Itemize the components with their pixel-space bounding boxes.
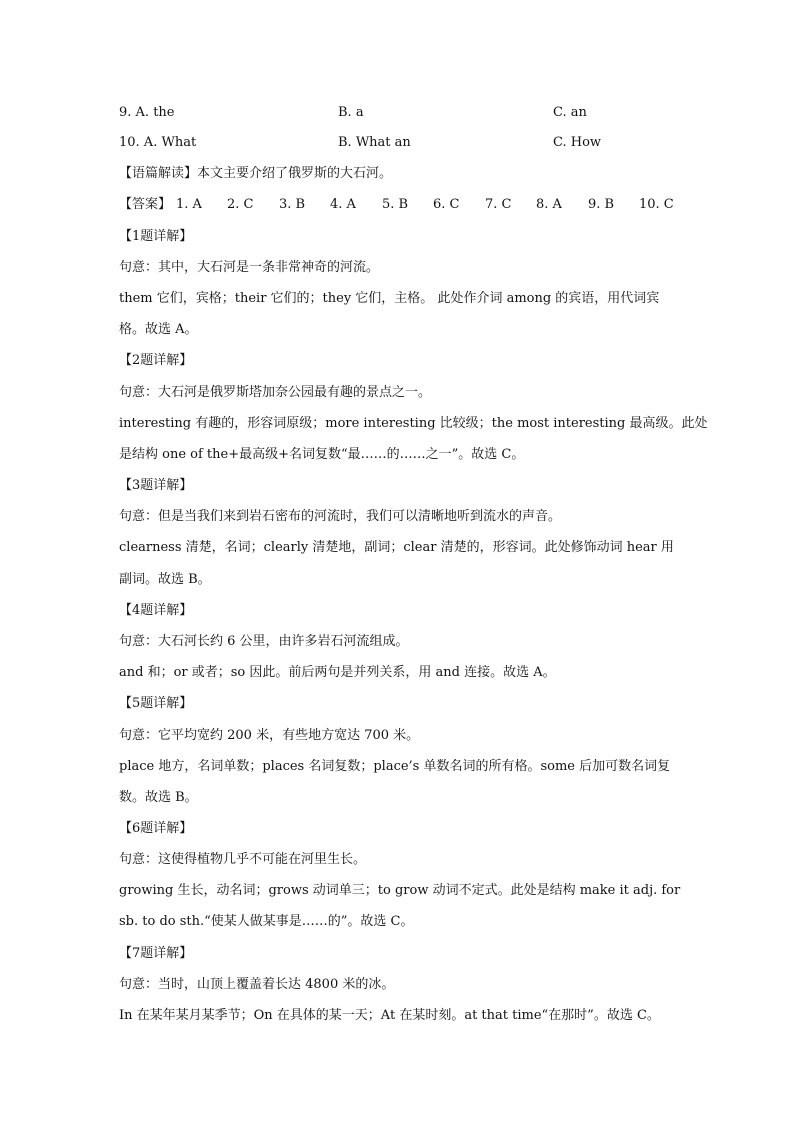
explanation-text: 是结构 one of the+最高级+名词复数“最……的……之一”。故选 C。 (119, 447, 525, 462)
explanation-text: interesting 有趣的，形容词原级；more interesting 比较级；the most interesting 最高级。此处 (119, 416, 708, 431)
answer-item: 5. B (382, 197, 409, 212)
option-b: B. a (338, 105, 364, 120)
section-heading-6: 【6题详解】 (119, 821, 193, 836)
answer-item: 3. B (279, 197, 306, 212)
explanation-text: 格。故选 A。 (119, 322, 198, 337)
answer-item: 8. A (536, 197, 562, 212)
explanation-text: them 它们，宾格；their 它们的；they 它们，主格。 此处作介词 among 的宾语，用代词宾 (119, 291, 660, 306)
sentence-meaning: 句意：这使得植物几乎不可能在河里生长。 (119, 852, 367, 867)
option-c: C. an (553, 105, 587, 120)
option-a: 9. A. the (119, 105, 175, 120)
sentence-meaning: 句意：但是当我们来到岩石密布的河流时，我们可以清晰地听到流水的声音。 (119, 509, 562, 524)
explanation-text: In 在某年某月某季节；On 在具体的某一天；At 在某时刻。at that time“在那时”。故选 C。 (119, 1008, 660, 1023)
answer-item: 2. C (227, 197, 254, 212)
section-heading-7: 【7题详解】 (119, 946, 193, 961)
section-heading-3: 【3题详解】 (119, 478, 193, 493)
sentence-meaning: 句意：其中，大石河是一条非常神奇的河流。 (119, 260, 380, 275)
explanation-text: sb. to do sth.“使某人做某事是……的”。故选 C。 (119, 914, 414, 929)
answer-item: 9. B (588, 197, 615, 212)
section-heading-5: 【5题详解】 (119, 696, 193, 711)
option-b: B. What an (338, 135, 411, 150)
answer-item: 6. C (433, 197, 460, 212)
explanation-text: 副词。故选 B。 (119, 572, 211, 587)
section-heading-2: 【2题详解】 (119, 353, 193, 368)
answer-label: 【答案】 (119, 197, 172, 212)
explanation-text: growing 生长，动名词；grows 动词单三；to grow 动词不定式。此处是结构 make it adj. for (119, 883, 681, 898)
sentence-meaning: 句意：大石河长约 6 公里，由许多岩石河流组成。 (119, 634, 409, 649)
sentence-meaning: 句意：它平均宽约 200 米，有些地方宽达 700 米。 (119, 728, 420, 743)
explanation-text: 数。故选 B。 (119, 790, 198, 805)
section-heading-1: 【1题详解】 (119, 229, 193, 244)
option-a: 10. A. What (119, 135, 197, 150)
answer-item: 10. C (639, 197, 674, 212)
answer-item: 4. A (330, 197, 356, 212)
explanation-text: and 和；or 或者；so 因此。前后两句是并列关系，用 and 连接。故选 A。 (119, 665, 556, 680)
answer-item: 1. A (176, 197, 202, 212)
explanation-text: place 地方，名词单数；places 名词复数；place’s 单数名词的所有格。some 后加可数名词复 (119, 759, 671, 774)
section-heading-4: 【4题详解】 (119, 603, 193, 618)
answer-item: 7. C (485, 197, 512, 212)
sentence-meaning: 句意：当时，山顶上覆盖着长达 4800 米的冰。 (119, 977, 395, 992)
explanation-text: clearness 清楚，名词；clearly 清楚地，副词；clear 清楚的，形容词。此处修饰动词 hear 用 (119, 540, 674, 555)
option-c: C. How (553, 135, 602, 150)
passage-summary: 【语篇解读】本文主要介绍了俄罗斯的大石河。 (119, 166, 393, 181)
sentence-meaning: 句意：大石河是俄罗斯塔加奈公园最有趣的景点之一。 (119, 385, 432, 400)
